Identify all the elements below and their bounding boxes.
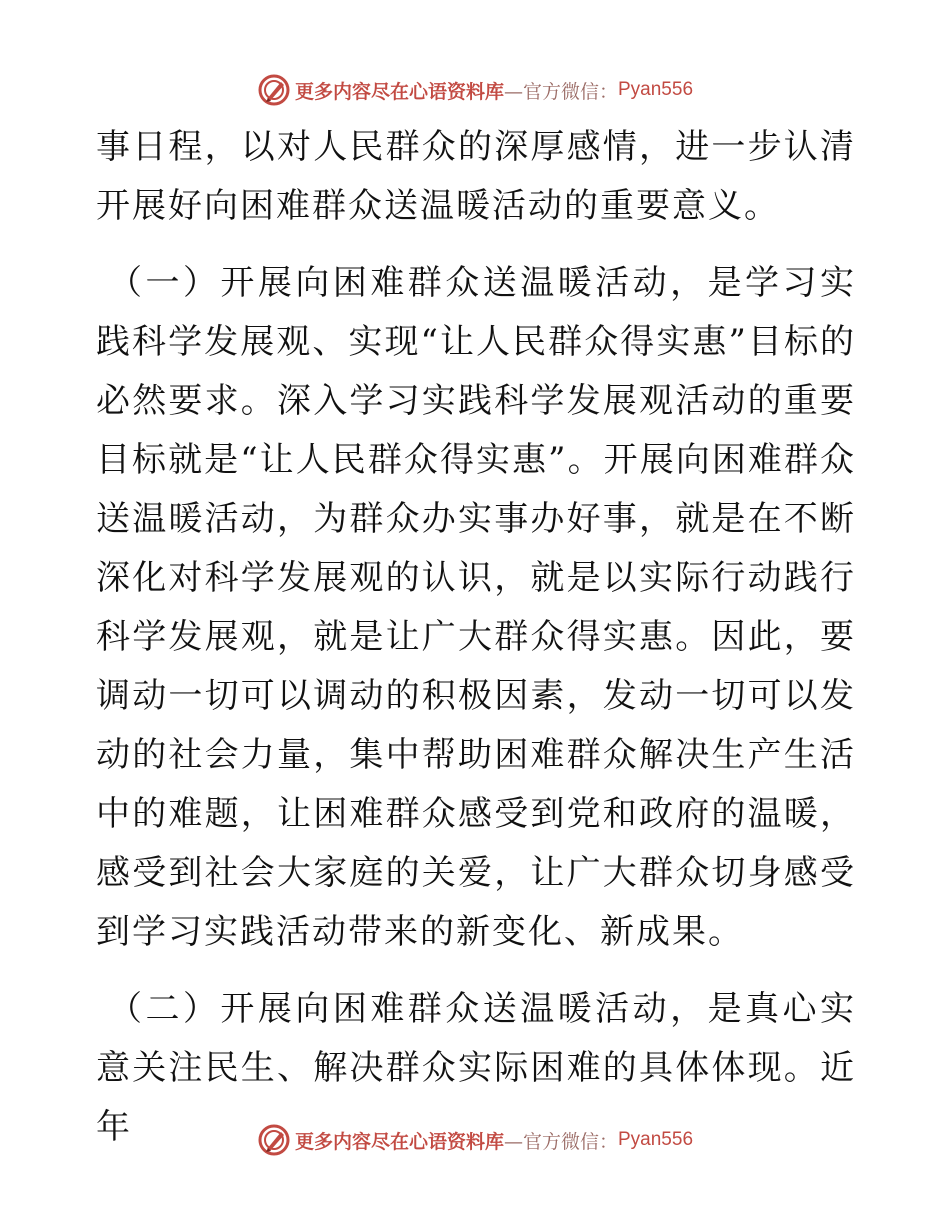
pen-logo-icon [257,1123,291,1157]
watermark-site-text: 更多内容尽在心语资料库 [294,1130,504,1153]
paragraph-3: （二）开展向困难群众送温暖活动，是真心实意关注民生、解决群众实际困难的具体体现。近年 [96,989,856,1147]
watermark-site-text: 更多内容尽在心语资料库 [294,80,504,103]
watermark-wechat-id: Pyan556 [618,1129,694,1150]
body-text [96,118,856,1157]
paragraph-1: 事日程，以对人民群众的深厚感情，进一步认清开展好向困难群众送温暖活动的重要意义。 [96,127,856,226]
watermark-wechat-id: Pyan556 [618,79,694,100]
pen-logo-icon [257,73,291,107]
paragraph-2: （一）开展向困难群众送温暖活动，是学习实践科学发展观、实现“让人民群众得实惠”目标的必然要求。深入学习实践科学发展观活动的重要目标就是“让人民群众得实惠”。开展向困难群众送温暖活动，为群众办实事办好事，就是在不断深化对科学发展观的认识，就是以实际行动践行科学发展观，就是让广大群众得实惠。因此，要调动一切可以调动的积极因素，发动一切可以发动的社会力量，集中帮助困难群众解决生产生活中的难题，让困难群众感受到党和政府的温暖，感受到社会大家庭的关爱，让广大群众切身感受到学习实践活动带来的新变化、新成果。 [96,263,856,952]
footer-watermark [0,1120,950,1160]
watermark-wechat-label: —官方微信： [503,80,618,103]
watermark-wechat-label: —官方微信： [503,1130,618,1153]
header-watermark [0,70,950,110]
